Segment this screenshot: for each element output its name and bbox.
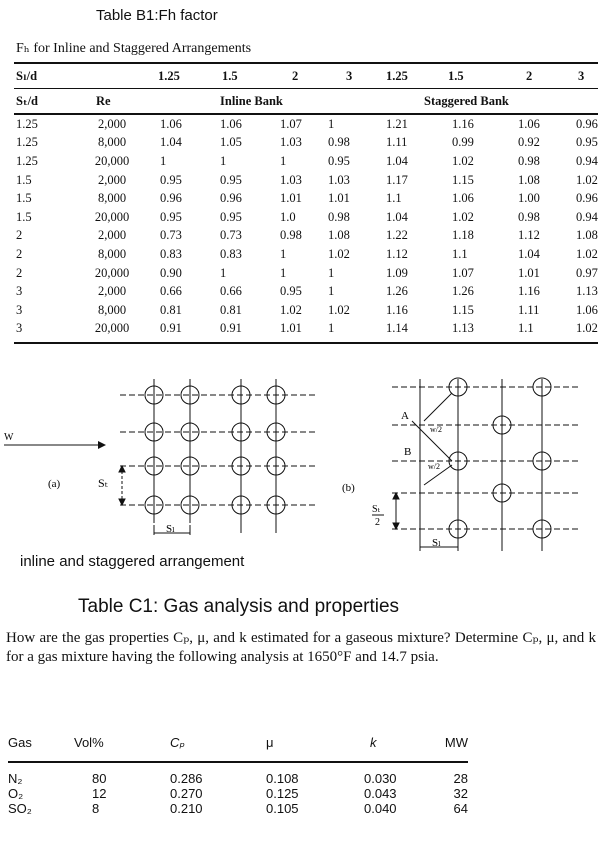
gas-header-row [8,734,468,762]
fh-value-cell: 0.95 [220,209,242,224]
table-row [14,245,598,264]
fh-value-cell: 1.03 [328,172,350,187]
st-d-cell: 1.5 [16,172,32,187]
gas-table-body [8,762,468,816]
fh-value-cell: 1.16 [386,302,408,317]
fh-value-cell: 1.00 [518,191,540,206]
staggered-tube [449,378,551,538]
st-d-cell: 1.5 [16,191,32,206]
question-text: How are the gas properties Cₚ, μ, and k estimated for a gaseous mixture? Determine Cₚ, μ, and k for a gas mixture having the following analysis at 1650°F and 14.7 psia. [6,630,596,665]
vol-cell: 12 [92,786,107,801]
st-d-cell: 1.25 [16,135,38,150]
fh-value-cell: 1 [280,265,287,280]
table-row [8,801,468,816]
fh-value-cell: 1.1 [502,320,560,344]
fh-value-cell: 0.99 [452,135,474,150]
table-c1-title: Table C1: Gas analysis and properties [78,596,400,617]
fh-value-cell: 1.07 [280,116,302,131]
fh-value-cell: 0.66 [160,284,182,299]
fh-value-cell: 0.98 [518,209,540,224]
table-row [14,320,598,344]
st-half-numerator: Sₜ [372,504,381,515]
fh-value-cell: 1 [328,265,335,280]
fh-value-cell: 1.03 [280,135,302,150]
fh-value-cell: 1 [328,284,335,299]
fh-value-cell: 1.08 [576,228,598,243]
mu-header: μ [266,735,274,750]
fh-value-cell: 1 [160,153,167,168]
fh-value-cell: 1.26 [386,284,408,299]
st-d-cell: 1.25 [16,153,38,168]
table-row [14,189,598,208]
fh-value-cell: 0.98 [518,153,540,168]
header-row-sl [14,63,598,89]
fh-value-cell: 1.13 [576,284,598,299]
fh-value-cell: 1.01 [518,265,540,280]
arrangement-caption-text: inline and staggered arrangement [20,553,245,570]
fh-value-cell: 1.02 [452,153,474,168]
fh-value-cell: 1.14 [386,320,444,344]
mw-cell: 32 [453,786,468,801]
fh-value-cell: 0.95 [160,209,182,224]
fh-value-cell: 1.15 [452,302,474,317]
gas-cell: O₂ [8,786,24,801]
re-cell: 2,000 [97,284,127,299]
col-header: 1.5 [212,63,270,89]
staggered-bank-drawing [392,378,580,551]
vol-header: Vol% [74,735,104,750]
st-d-cell: 2 [16,228,23,243]
fh-value-cell: 0.97 [576,265,598,280]
fh-value-cell: 1.06 [452,191,474,206]
fh-value-cell: 1.15 [452,172,474,187]
fh-value-cell: 1.22 [386,228,408,243]
fh-table-body [14,114,598,343]
fh-value-cell: 1 [280,246,287,261]
cp-header: Cₚ [170,735,185,750]
gas-cell: N₂ [8,771,23,786]
st-d-cell: 2 [16,246,23,261]
mw-header: MW [444,735,468,750]
re-cell: 2,000 [97,172,127,187]
fh-value-cell: 1.02 [576,172,598,187]
table-row [14,208,598,227]
col-header: 1.5 [444,63,502,89]
fh-value-cell: 0.94 [576,209,598,224]
fh-value-cell: 1.03 [280,172,302,187]
table-row [14,114,598,134]
fh-value-cell: 0.95 [328,153,350,168]
fh-value-cell: 1.1 [452,246,468,261]
w2-label-bottom: w/2 [428,462,440,471]
fh-value-cell: 1.04 [160,135,182,150]
fh-value-cell: 1.08 [518,172,540,187]
fh-value-cell: 1.02 [560,320,598,344]
fh-value-cell: 0.91 [212,320,270,344]
fh-value-cell: 0.81 [160,302,182,317]
re-cell: 8,000 [97,246,127,261]
fh-value-cell: 1.11 [518,302,540,317]
st-d-cell: 3 [16,284,23,299]
fh-value-cell: 1.02 [328,246,350,261]
re-header: Re [70,89,154,115]
col-header: 2 [502,63,560,89]
st-d-cell: 1.5 [16,209,32,224]
fh-value-cell: 1.04 [386,209,408,224]
label-a: (a) [48,478,61,490]
fh-value-cell: 1.18 [452,228,474,243]
fh-value-cell: 0.90 [160,265,182,280]
table-row [14,227,598,246]
fh-value-cell: 1.02 [280,302,302,317]
st-d-cell: 1.25 [16,116,38,131]
re-cell: 20,000 [70,320,154,344]
st-half-denominator: 2 [375,517,380,528]
table-row [14,152,598,171]
fh-value-cell: 0.66 [220,284,242,299]
col-header: 1.25 [154,63,212,89]
fh-value-cell: 0.98 [328,135,350,150]
col-header: 2 [270,63,328,89]
label-b: (b) [342,482,355,494]
fh-value-cell: 0.96 [576,191,598,206]
gas-cell: SO₂ [8,801,32,816]
sl-label-staggered: Sₗ [432,537,441,549]
re-cell: 2,000 [97,228,127,243]
fh-value-cell: 1.05 [220,135,242,150]
re-cell: 8,000 [97,191,127,206]
fh-value-cell: 0.92 [518,135,540,150]
st-d-cell: 3 [14,320,70,344]
st-d-cell: 3 [16,302,23,317]
fh-value-cell: 1.13 [444,320,502,344]
fh-value-cell: 1.09 [386,265,408,280]
fh-value-cell: 1 [220,265,227,280]
vol-cell: 8 [92,801,100,816]
fh-value-cell: 1.12 [386,246,408,261]
fh-value-cell: 1.12 [518,228,540,243]
fh-value-cell: 1.01 [328,191,350,206]
fh-value-cell: 1 [328,116,335,131]
col-header: 3 [328,63,386,89]
re-cell: 2,000 [97,116,127,131]
re-cell: 20,000 [94,265,130,280]
fh-value-cell: 1 [280,153,287,168]
fh-value-cell: 0.98 [280,228,302,243]
table-row [14,301,598,320]
flow-label: W [4,432,14,443]
fh-factor-table [14,62,598,344]
table-b1-caption: Fₕ for Inline and Staggered Arrangements [16,41,252,56]
re-cell: 20,000 [94,209,130,224]
fh-value-cell: 1.1 [386,191,402,206]
point-b-label: B [404,446,412,458]
fh-value-cell: 1.16 [518,284,540,299]
mw-cell: 64 [453,801,468,816]
fh-value-cell: 0.95 [280,284,302,299]
fh-value-cell: 1.02 [328,302,350,317]
cp-cell: 0.210 [170,801,203,816]
fh-value-cell: 0.96 [220,191,242,206]
sl-d-header: Sₗ/d [14,63,70,89]
inline-tube [145,386,285,514]
mu-cell: 0.108 [266,771,299,786]
fh-value-cell: 1.02 [576,246,598,261]
cp-cell: 0.270 [170,786,203,801]
gas-header: Gas [8,735,32,750]
fh-value-cell: 0.95 [576,135,598,150]
fh-value-cell: 1.06 [576,302,598,317]
fh-value-cell: 0.81 [220,302,242,317]
fh-value-cell: 1 [220,153,227,168]
col-header: 3 [560,63,598,89]
table-row [14,282,598,301]
fh-value-cell: 1.06 [220,116,242,131]
w2-label-top: w/2 [430,425,442,434]
fh-value-cell: 1.16 [452,116,474,131]
fh-value-cell: 1.26 [452,284,474,299]
re-cell: 8,000 [97,302,127,317]
k-cell: 0.040 [364,801,397,816]
fh-value-cell: 0.73 [160,228,182,243]
col-header: 1.25 [386,63,444,89]
fh-value-cell: 1.17 [386,172,408,187]
table-row [8,762,468,786]
fh-value-cell: 0.73 [220,228,242,243]
sl-label-inline: Sₗ [166,523,175,535]
fh-value-cell: 1.11 [386,135,408,150]
fh-value-cell: 1.06 [518,116,540,131]
k-cell: 0.030 [364,771,397,786]
fh-value-cell: 0.94 [576,153,598,168]
mu-cell: 0.125 [266,786,299,801]
fh-value-cell: 1.04 [386,153,408,168]
vol-cell: 80 [92,771,107,786]
fh-value-cell: 0.96 [576,116,598,131]
fh-value-cell: 1.04 [518,246,540,261]
point-a-label: A [401,410,409,422]
fh-value-cell: 1 [328,320,386,344]
tube-arrangement-diagram [0,375,600,565]
st-d-header: Sₜ/d [14,89,70,115]
mu-cell: 0.105 [266,801,299,816]
fh-value-cell: 0.91 [154,320,212,344]
fh-value-cell: 1.01 [280,191,302,206]
fh-value-cell: 1.07 [452,265,474,280]
fh-value-cell: 1.06 [160,116,182,131]
fh-value-cell: 0.83 [220,246,242,261]
mw-cell: 28 [453,771,468,786]
fh-value-cell: 0.96 [160,191,182,206]
flow-arrowhead [98,441,106,449]
fh-value-cell: 1.02 [452,209,474,224]
k-cell: 0.043 [364,786,397,801]
table-row [14,264,598,283]
inline-bank-drawing [119,379,318,535]
re-cell: 20,000 [94,153,130,168]
table-row [8,786,468,801]
fh-value-cell: 1.08 [328,228,350,243]
fh-value-cell: 1.01 [270,320,328,344]
inline-bank-header: Inline Bank [154,89,386,115]
fh-value-cell: 1.0 [280,209,296,224]
staggered-bank-header: Staggered Bank [386,89,598,115]
st-d-cell: 2 [16,265,23,280]
header-row-st [14,89,598,115]
gas-properties-table [8,734,468,816]
k-header: k [370,735,377,750]
fh-value-cell: 0.98 [328,209,350,224]
table-row [14,134,598,153]
re-cell: 8,000 [97,135,127,150]
fh-value-cell: 0.95 [160,172,182,187]
table-b1-title: Table B1:Fh factor [96,7,218,24]
fh-value-cell: 0.83 [160,246,182,261]
cp-cell: 0.286 [170,771,203,786]
fh-value-cell: 0.95 [220,172,242,187]
table-row [14,171,598,190]
fh-value-cell: 1.21 [386,116,408,131]
st-label: Sₜ [98,476,108,490]
